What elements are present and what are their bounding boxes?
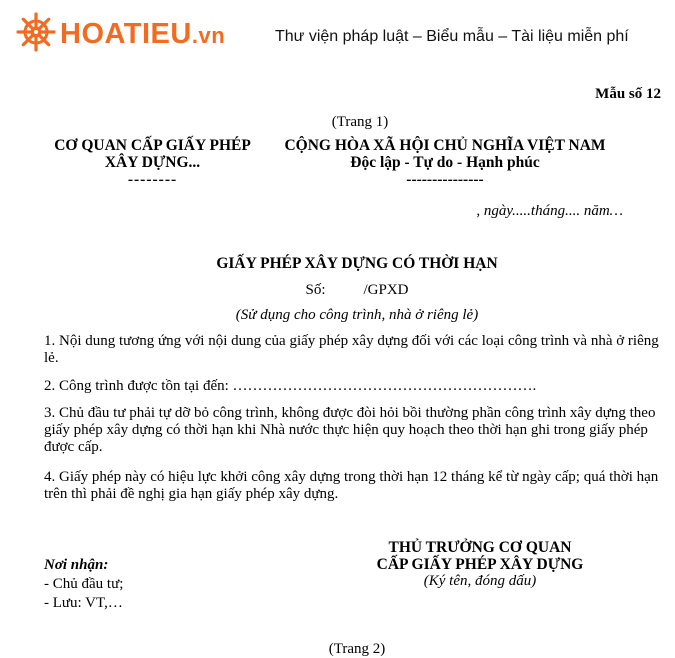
number-suffix: /GPXD: [363, 282, 409, 298]
nation-rule: ---------------: [406, 171, 484, 188]
paragraph-3: 3. Chủ đầu tư phải tự dỡ bỏ công trình, không được đòi hỏi bồi thường phần công trình xây dựng theo giấy phép xây dựng có thời hạn khi Nhà nước thực hiện quy hoạch theo thời hạn ghi trong giấy phép được cấp.: [44, 405, 656, 455]
recipients-heading: Nơi nhận:: [44, 557, 109, 573]
page-label: (Trang 1): [331, 114, 389, 130]
ship-wheel-icon: [16, 12, 56, 57]
brand-text: HOATIEU: [60, 17, 192, 50]
nation-line-2: Độc lập - Tự do - Hạnh phúc: [350, 154, 540, 171]
recipient-item: - Chủ đầu tư;: [44, 576, 124, 592]
site-tagline: Thư viện pháp luật – Biểu mẫu – Tài liệu miễn phí: [275, 28, 629, 45]
site-logo[interactable]: [16, 10, 226, 58]
signer-line-2: CẤP GIẤY PHÉP XÂY DỰNG: [376, 556, 584, 573]
agency-rule: --------: [127, 171, 178, 188]
agency-line-2: XÂY DỰNG...: [104, 154, 201, 171]
paragraph-2: 2. Công trình được tồn tại đến: …………………………………………………….: [44, 378, 537, 394]
issuing-agency: [40, 137, 265, 188]
paragraph-1: 1. Nội dung tương ứng với nội dung của giấy phép xây dựng đối với các loại công trình và nhà ở riêng lẻ.: [44, 333, 659, 366]
signer-note: (Ký tên, đóng dấu): [423, 573, 537, 589]
recipients-block: [44, 556, 123, 613]
date-line: , ngày.....tháng.... năm…: [476, 203, 623, 219]
brand-name: [60, 18, 225, 51]
document-title: GIẤY PHÉP XÂY DỰNG CÓ THỜI HẠN: [216, 255, 498, 272]
form-number: Mẫu số 12: [595, 86, 661, 102]
next-page-label: (Trang 2): [328, 641, 386, 657]
document-number: [0, 282, 675, 299]
usage-note: (Sử dụng cho công trình, nhà ở riêng lẻ): [235, 307, 479, 323]
brand-suffix: .vn: [191, 22, 226, 48]
signature-block: [340, 539, 620, 590]
recipient-item: - Lưu: VT,…: [44, 595, 123, 611]
national-heading: [265, 137, 625, 188]
signer-line-1: THỦ TRƯỞNG CƠ QUAN: [388, 539, 572, 556]
nation-line-1: CỘNG HÒA XÃ HỘI CHỦ NGHĨA VIỆT NAM: [284, 137, 606, 154]
paragraph-4: 4. Giấy phép này có hiệu lực khởi công xây dựng trong thời hạn 12 tháng kể từ ngày cấp; quá thời hạn trên thì phải đề nghị gia hạn giấy phép xây dựng.: [44, 469, 659, 502]
number-label: Số:: [305, 282, 326, 298]
agency-line-1: CƠ QUAN CẤP GIẤY PHÉP: [54, 137, 251, 154]
